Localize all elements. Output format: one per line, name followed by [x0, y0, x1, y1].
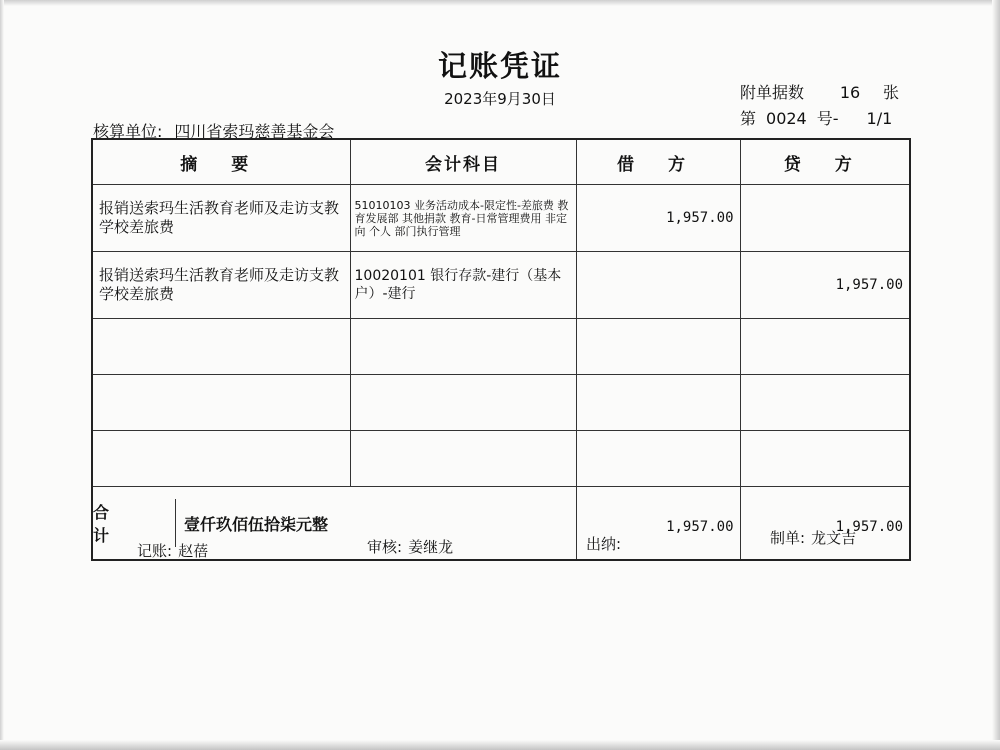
empty-cell	[350, 319, 576, 375]
total-debit: 1,957.00	[576, 487, 740, 561]
empty-cell	[92, 319, 350, 375]
voucher-no-prefix: 第	[740, 109, 757, 128]
voucher-no-suffix: 号-	[816, 109, 839, 128]
total-label: 合 计	[93, 499, 176, 547]
preparer-label: 制单:	[770, 529, 806, 547]
voucher-no: 0024	[766, 109, 807, 128]
table-row-empty	[92, 431, 910, 487]
voucher-date: 2023年9月30日	[444, 90, 556, 108]
empty-cell	[740, 319, 910, 375]
row-account: 51010103 业务活动成本-限定性-差旅费 教育发展部 其他捐款 教育-日常管理费用 非定向 个人 部门执行管理	[350, 185, 576, 252]
voucher-title: 记账凭证	[437, 49, 562, 83]
preparer-signature	[770, 527, 856, 548]
table-row	[92, 252, 910, 319]
empty-cell	[576, 375, 740, 431]
header-credit: 贷 方	[740, 139, 910, 185]
header-debit: 借 方	[576, 139, 740, 185]
total-credit: 1,957.00	[740, 487, 910, 561]
empty-cell	[740, 431, 910, 487]
voucher-table	[91, 138, 911, 561]
attachments-count-row	[740, 80, 899, 103]
attachments-count: 16	[839, 83, 861, 102]
bookkeeper-signature	[137, 540, 208, 561]
total-amount-in-words: 壹仟玖佰伍拾柒元整	[184, 514, 329, 534]
voucher-page-number: 1/1	[866, 109, 893, 128]
empty-cell	[92, 375, 350, 431]
attachments-label: 附单据数	[740, 83, 805, 102]
total-row	[92, 487, 910, 561]
reviewer-name: 姜继龙	[408, 538, 454, 556]
header-summary: 摘 要	[92, 139, 350, 185]
voucher-number-row	[740, 106, 892, 129]
scan-edge-bottom	[0, 740, 1000, 750]
empty-cell	[576, 319, 740, 375]
empty-cell	[350, 431, 576, 487]
row-summary: 报销送索玛生活教育老师及走访支教学校差旅费	[92, 252, 350, 319]
header-account: 会计科目	[350, 139, 576, 185]
row-debit	[576, 252, 740, 319]
cashier-label: 出纳:	[586, 535, 622, 553]
scan-edge-right	[992, 0, 1000, 750]
empty-cell	[740, 375, 910, 431]
accounting-unit-label: 核算单位:	[93, 122, 163, 141]
attachments-unit: 张	[883, 83, 900, 102]
empty-cell	[576, 431, 740, 487]
table-row-empty	[92, 319, 910, 375]
reviewer-signature	[367, 536, 453, 557]
preparer-name: 龙文吉	[811, 529, 857, 547]
row-credit	[740, 185, 910, 252]
row-credit: 1,957.00	[740, 252, 910, 319]
empty-cell	[92, 431, 350, 487]
cashier-signature	[586, 533, 627, 554]
table-header-row	[92, 139, 910, 185]
row-account: 10020101 银行存款-建行（基本户）-建行	[350, 252, 576, 319]
table-row-empty	[92, 375, 910, 431]
row-debit: 1,957.00	[576, 185, 740, 252]
table-row	[92, 185, 910, 252]
empty-cell	[350, 375, 576, 431]
accounting-unit-name: 四川省索玛慈善基金会	[174, 122, 335, 141]
bookkeeper-label: 记账:	[137, 542, 173, 560]
row-summary: 报销送索玛生活教育老师及走访支教学校差旅费	[92, 185, 350, 252]
scan-edge-top	[0, 0, 1000, 6]
scan-edge-left	[0, 0, 4, 750]
bookkeeper-name: 赵蓓	[178, 542, 209, 560]
reviewer-label: 审核:	[367, 538, 403, 556]
